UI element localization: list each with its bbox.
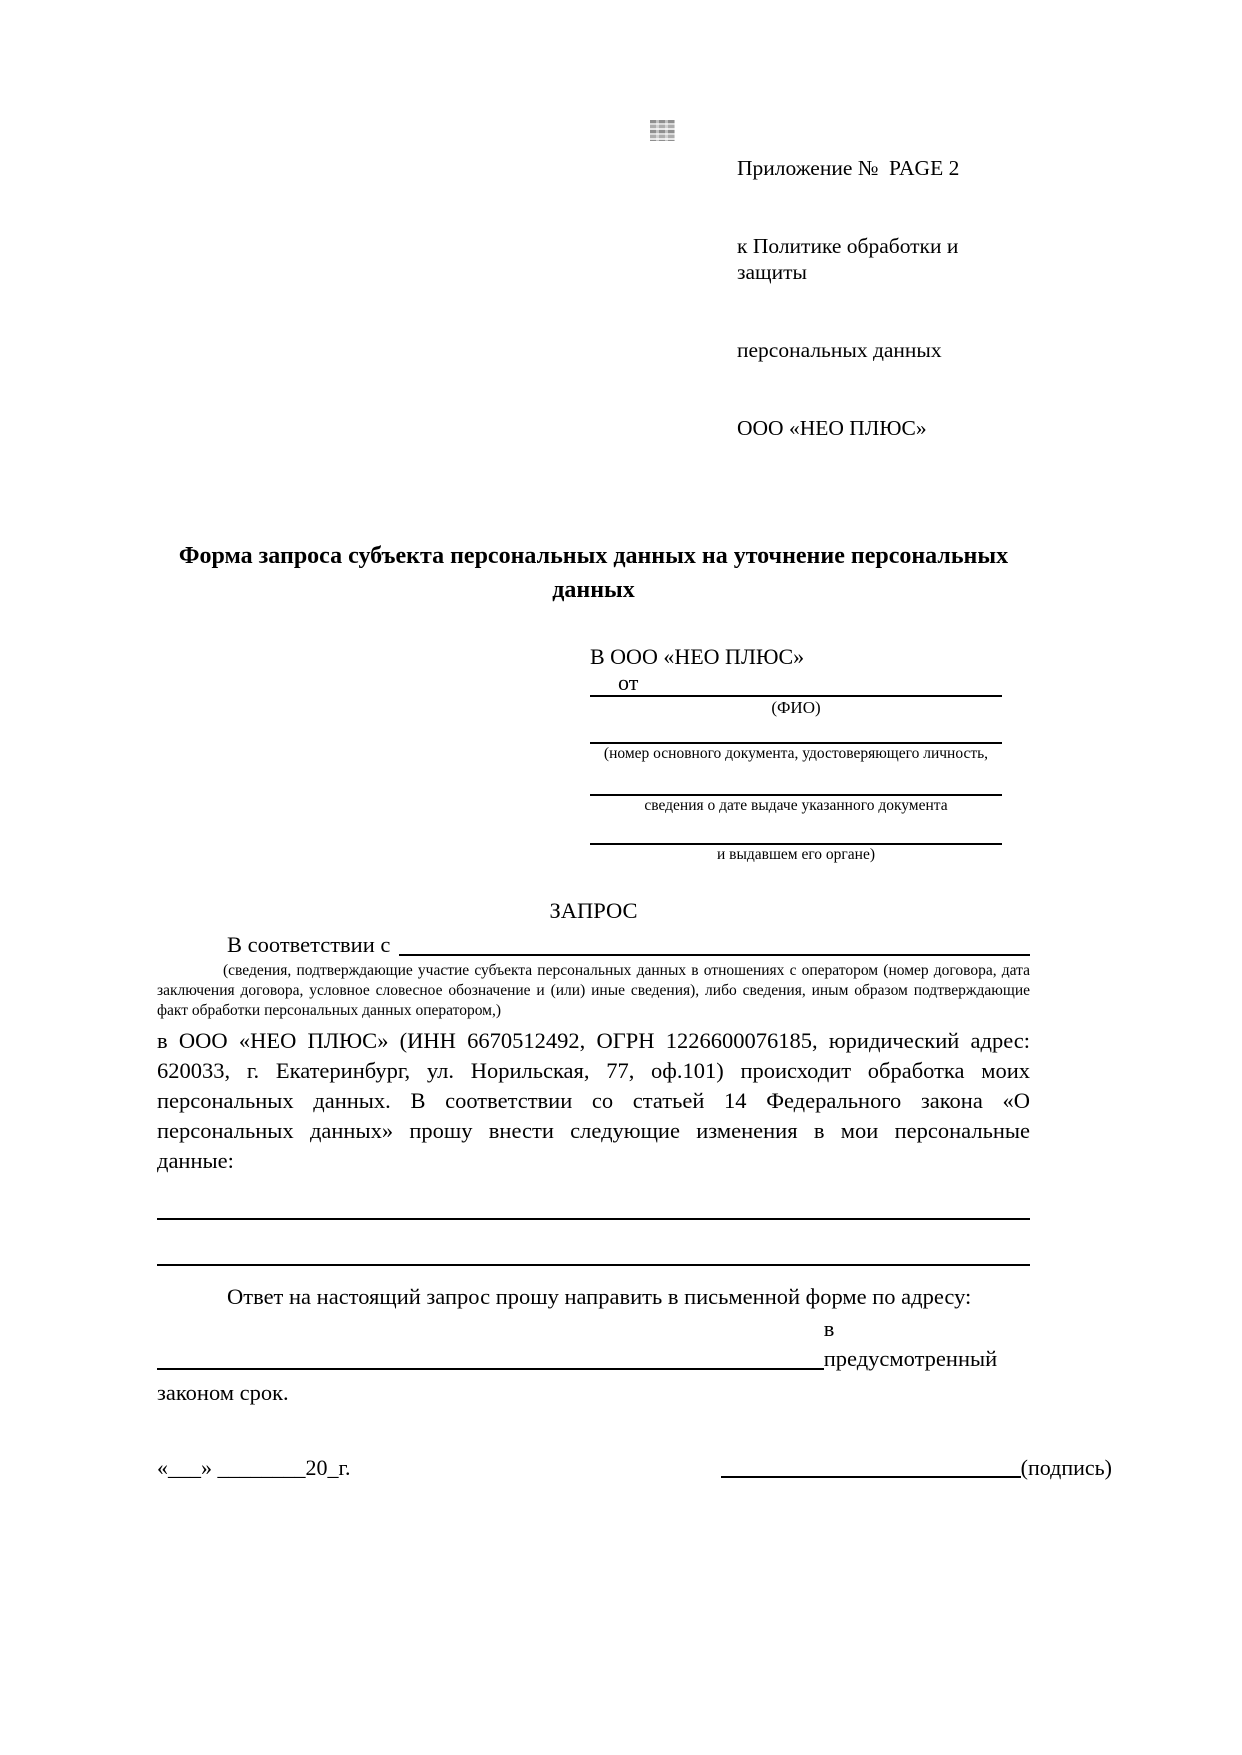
header-line-policy: к Политике обработки и защиты <box>737 234 964 284</box>
field-issuing-authority <box>590 816 1030 865</box>
intro-prefix: В соответствии с <box>227 932 391 957</box>
fill-in-line-document-number <box>590 719 1002 744</box>
page-title: Форма запроса субъекта персональных данных на уточнение персональных данных <box>178 543 1009 603</box>
addressee-block <box>590 643 1030 865</box>
signature-line <box>721 1476 1021 1478</box>
fill-in-line-changes-1 <box>157 1218 1030 1220</box>
addressee-organization: В ООО «НЕО ПЛЮС» <box>590 644 805 669</box>
field-caption-document-number: (номер основного документа, удостоверяющего личность, <box>603 745 989 762</box>
signature-caption: (подпись) <box>1020 1455 1112 1480</box>
field-caption-issuing-authority: и выдавшем его органе) <box>716 846 876 863</box>
fill-in-line-changes-2 <box>157 1264 1030 1266</box>
field-fio <box>590 695 1030 719</box>
field-caption-issue-date: сведения о дате выдаче указанного документа <box>644 797 948 814</box>
field-document-number <box>590 719 1030 764</box>
reply-clause: Ответ на настоящий запрос прошу направить в письменной форме по адресу: <box>227 1284 972 1309</box>
date-line: «___» ________20_г. <box>157 1455 351 1480</box>
pixelated-text-icon <box>650 120 675 141</box>
signoff-row <box>157 1454 1112 1482</box>
request-heading: ЗАПРОС <box>549 898 638 923</box>
signature-block <box>721 1454 1112 1482</box>
reply-clause-end: законом срок. <box>157 1380 289 1405</box>
request-body: в ООО «НЕО ПЛЮС» (ИНН 6670512492, ОГРН 1226600076185, юридический адрес: 620033, г. Екатеринбург, ул. Норильская, 77, оф.101) происходит обработка моих персональных данных. В соответствии со статьей 14 Федерального закона «О персональных данных» прошу внести следующие изменения в мои персональные данные: <box>157 1028 1030 1173</box>
header-line-appendix: Приложение № PAGE 2 <box>737 156 960 180</box>
intro-row <box>157 931 1030 959</box>
fill-in-line-issue-date <box>590 764 1002 796</box>
fill-in-line-basis <box>399 954 1030 956</box>
fill-in-line-address <box>157 1368 824 1370</box>
header-line-company: ООО «НЕО ПЛЮС» <box>737 416 927 440</box>
document-header <box>737 103 1030 493</box>
fill-in-line-issuing-authority <box>590 816 1002 845</box>
field-caption-fio: (ФИО) <box>771 698 821 717</box>
basis-footnote: (сведения, подтверждающие участие субъекта персональных данных в отношениях с оператором (номер договора, дата заключения договора, условное словесное обозначение и (или) иные сведения), либо сведения, иным образом подтверждающие факт обработки персональных данных оператором,) <box>157 962 1030 1019</box>
field-issue-date <box>590 764 1030 816</box>
header-line-personal-data: персональных данных <box>737 338 942 362</box>
from-label: от <box>618 670 639 695</box>
reply-address-row <box>157 1314 1030 1374</box>
reply-clause-continued: в предусмотренный <box>823 1316 998 1371</box>
